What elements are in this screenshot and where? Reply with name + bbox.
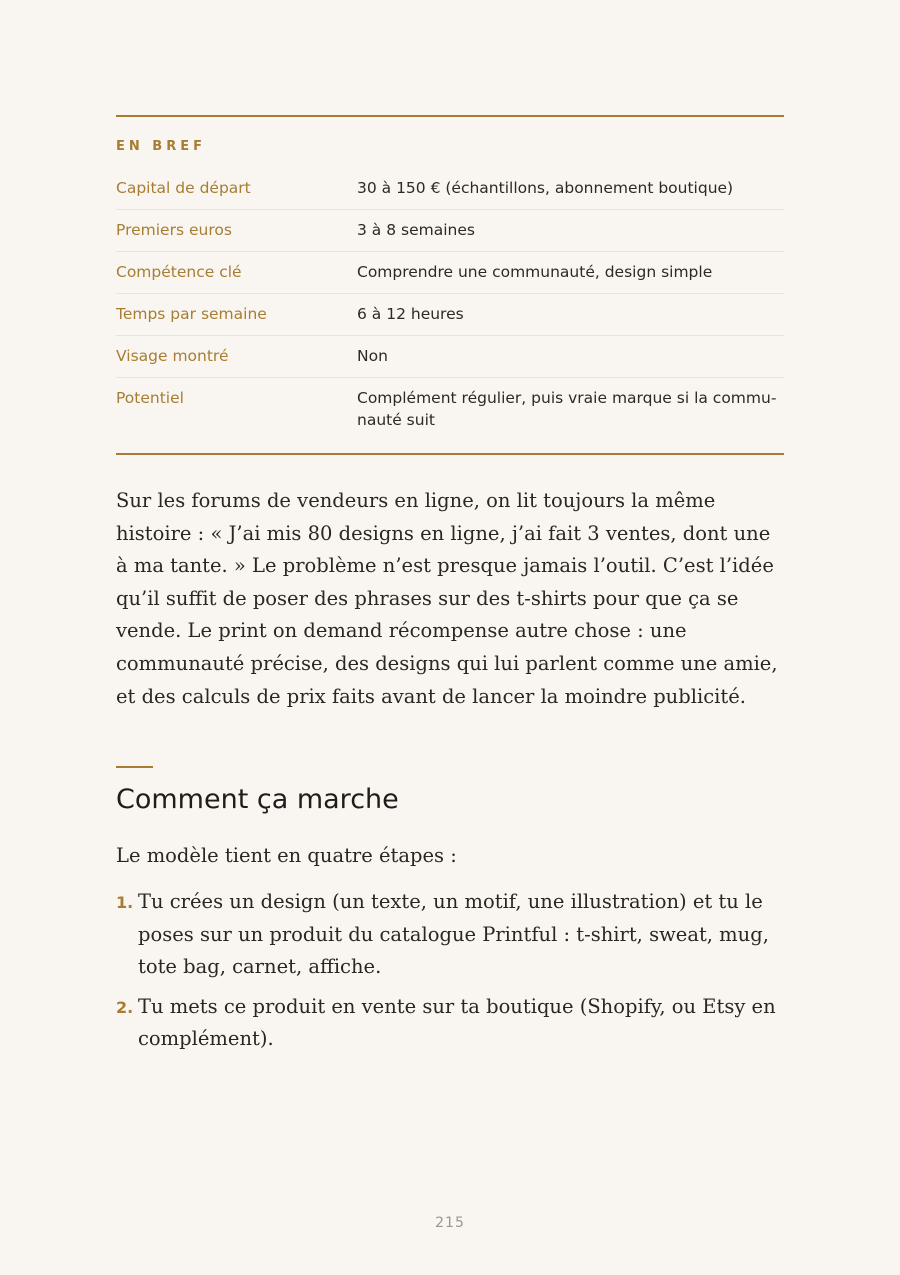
brief-value: Comprendre une communauté, design simple (357, 263, 713, 281)
brief-key: Potentiel (116, 389, 184, 407)
brief-key: Capital de départ (116, 179, 251, 197)
brief-row (116, 252, 784, 294)
body-paragraph: Sur les forums de vendeurs en ligne, on lit toujours la même histoire : « J’ai mis 80 designs en ligne, j’ai fait 3 ventes, dont une à ma tante. » Le problème n’est presque jamais l’outil. C’est l’idée qu’il suffit de poser des phrases sur des t-shirts pour que ça se vende. Le print on demand récompense autre chose : une communauté précise, des designs qui lui parlent comme une amie, et des calculs de prix faits avant de lancer la moindre publicité. (116, 489, 778, 708)
brief-key: Premiers euros (116, 221, 232, 239)
brief-key: Compétence clé (116, 263, 242, 281)
step-number: 2. (116, 997, 134, 1017)
list-item (116, 886, 784, 984)
brief-value: Complément régulier, puis vraie marque si la communauté suit (357, 389, 777, 429)
step-text: Tu crées un design (un texte, un motif, une illustration) et tu le poses sur un produit du catalogue Printful : t-shirt, sweat, mug, tote bag, carnet, affiche. (138, 890, 769, 979)
section-divider (116, 766, 153, 768)
brief-row (116, 210, 784, 252)
brief-value: Non (357, 347, 388, 365)
brief-label: EN BREF (116, 139, 206, 154)
brief-box (116, 115, 784, 455)
brief-row (116, 168, 784, 210)
list-item (116, 991, 784, 1056)
brief-key: Visage montré (116, 347, 229, 365)
brief-row (116, 336, 784, 378)
brief-row (116, 378, 784, 441)
step-number: 1. (116, 893, 134, 912)
brief-key: Temps par semaine (116, 305, 267, 323)
page-number: 215 (435, 1215, 465, 1231)
section-intro: Le modèle tient en quatre étapes : (116, 844, 457, 867)
step-text: Tu mets ce produit en vente sur ta boutique (Shopify, ou Etsy en complément). (138, 994, 776, 1051)
steps-list (116, 886, 784, 1063)
brief-row (116, 294, 784, 336)
section-title: Comment ça marche (116, 784, 399, 815)
brief-value: 30 à 150 € (échantillons, abonnement boutique) (357, 179, 734, 197)
brief-value: 3 à 8 semaines (357, 221, 475, 239)
brief-value: 6 à 12 heures (357, 305, 464, 323)
